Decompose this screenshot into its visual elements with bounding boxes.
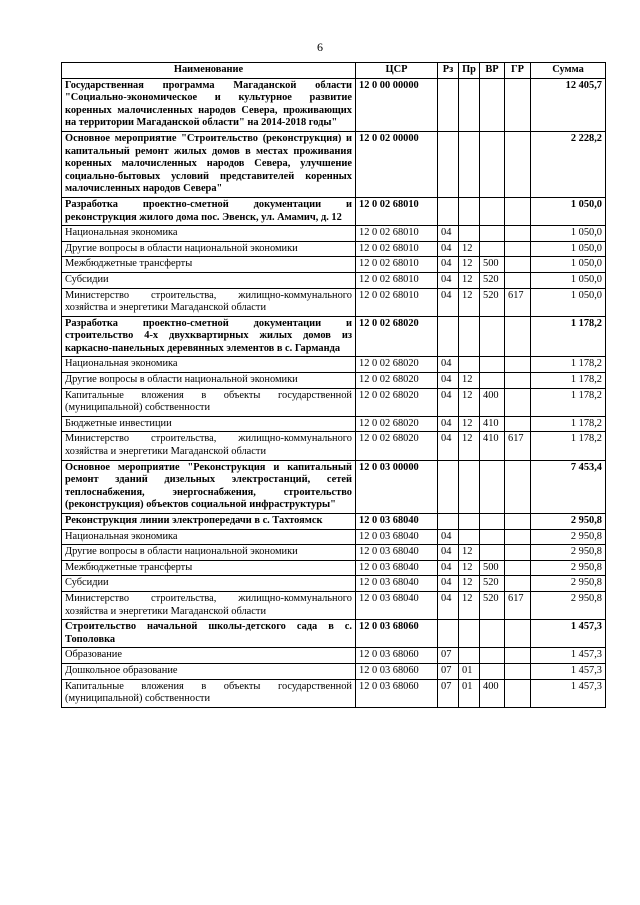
cell-vr: 400 [480,679,505,707]
cell-sum: 2 950,8 [531,529,606,545]
cell-sum: 1 457,3 [531,663,606,679]
cell-name: Капитальные вложения в объекты государственной (муниципальной) собственности [62,679,356,707]
table-row [62,545,606,561]
cell-csr: 12 0 02 68020 [356,416,438,432]
table-row [62,388,606,416]
cell-sum: 2 950,8 [531,591,606,619]
cell-gr [505,357,531,373]
cell-gr [505,514,531,530]
cell-gr [505,197,531,225]
cell-vr [480,514,505,530]
cell-gr [505,663,531,679]
cell-rz: 04 [438,545,459,561]
cell-name: Министерство строительства, жилищно-коммунального хозяйства и энергетики Магаданской области [62,591,356,619]
cell-csr: 12 0 02 68010 [356,241,438,257]
cell-rz: 04 [438,288,459,316]
cell-sum: 1 050,0 [531,257,606,273]
table-row [62,197,606,225]
cell-rz: 07 [438,679,459,707]
cell-pr [459,78,480,131]
table-row [62,272,606,288]
table-row [62,591,606,619]
cell-rz [438,316,459,357]
header-gr: ГР [505,63,531,79]
cell-gr [505,545,531,561]
cell-gr [505,648,531,664]
cell-pr [459,620,480,648]
cell-name: Субсидии [62,576,356,592]
cell-rz: 04 [438,272,459,288]
cell-name: Строительство начальной школы-детского сада в с. Тополовка [62,620,356,648]
cell-gr [505,529,531,545]
cell-vr [480,663,505,679]
page-number: 6 [317,40,323,54]
header-sum: Сумма [531,63,606,79]
cell-sum: 12 405,7 [531,78,606,131]
cell-pr: 01 [459,679,480,707]
cell-pr: 12 [459,560,480,576]
cell-csr: 12 0 03 68040 [356,576,438,592]
cell-pr [459,197,480,225]
table-row [62,226,606,242]
cell-sum: 1 050,0 [531,288,606,316]
table-row [62,648,606,664]
cell-gr [505,316,531,357]
cell-name: Министерство строительства, жилищно-коммунального хозяйства и энергетики Магаданской области [62,288,356,316]
cell-vr [480,197,505,225]
table-row [62,131,606,197]
cell-sum: 2 950,8 [531,545,606,561]
table-row [62,460,606,513]
cell-rz: 04 [438,357,459,373]
cell-sum: 2 950,8 [531,514,606,530]
cell-rz [438,78,459,131]
cell-csr: 12 0 02 68020 [356,388,438,416]
cell-name: Бюджетные инвестиции [62,416,356,432]
cell-sum: 1 178,2 [531,416,606,432]
cell-name: Разработка проектно-сметной документации и реконструкция жилого дома пос. Эвенск, ул. Амамич, д. 12 [62,197,356,225]
cell-gr [505,241,531,257]
cell-csr: 12 0 02 68010 [356,197,438,225]
cell-name: Капитальные вложения в объекты государственной (муниципальной) собственности [62,388,356,416]
cell-csr: 12 0 03 68040 [356,545,438,561]
cell-pr: 12 [459,388,480,416]
cell-sum: 1 457,3 [531,648,606,664]
cell-rz: 04 [438,388,459,416]
cell-pr: 12 [459,373,480,389]
budget-table [61,62,606,708]
cell-rz [438,197,459,225]
cell-sum: 1 050,0 [531,241,606,257]
cell-name: Национальная экономика [62,226,356,242]
cell-vr [480,460,505,513]
cell-rz: 04 [438,416,459,432]
cell-name: Дошкольное образование [62,663,356,679]
cell-name: Национальная экономика [62,529,356,545]
cell-pr: 12 [459,432,480,460]
cell-rz: 04 [438,591,459,619]
cell-rz: 07 [438,663,459,679]
cell-rz: 04 [438,373,459,389]
cell-gr [505,620,531,648]
cell-sum: 1 178,2 [531,316,606,357]
cell-pr: 12 [459,416,480,432]
cell-csr: 12 0 02 00000 [356,131,438,197]
table-row [62,514,606,530]
cell-pr: 01 [459,663,480,679]
cell-vr: 520 [480,576,505,592]
cell-pr [459,226,480,242]
cell-rz: 04 [438,257,459,273]
cell-sum: 1 178,2 [531,373,606,389]
cell-rz: 04 [438,529,459,545]
cell-sum: 7 453,4 [531,460,606,513]
cell-pr [459,131,480,197]
cell-rz [438,131,459,197]
cell-vr [480,373,505,389]
table-body [62,78,606,707]
cell-vr [480,316,505,357]
cell-rz: 04 [438,576,459,592]
cell-vr [480,131,505,197]
cell-vr [480,648,505,664]
cell-rz [438,620,459,648]
cell-gr [505,576,531,592]
cell-gr [505,257,531,273]
cell-csr: 12 0 02 68010 [356,288,438,316]
cell-gr [505,131,531,197]
cell-pr: 12 [459,576,480,592]
cell-csr: 12 0 02 68020 [356,316,438,357]
cell-csr: 12 0 03 68040 [356,560,438,576]
table-row [62,663,606,679]
cell-gr [505,460,531,513]
cell-pr: 12 [459,257,480,273]
cell-sum: 1 050,0 [531,272,606,288]
cell-csr: 12 0 03 00000 [356,460,438,513]
cell-csr: 12 0 03 68040 [356,529,438,545]
cell-gr: 617 [505,591,531,619]
cell-csr: 12 0 03 68060 [356,663,438,679]
cell-csr: 12 0 02 68010 [356,226,438,242]
cell-gr [505,388,531,416]
cell-csr: 12 0 02 68020 [356,357,438,373]
table-row [62,316,606,357]
cell-gr [505,416,531,432]
table-row [62,257,606,273]
cell-gr [505,373,531,389]
table-row [62,432,606,460]
table-row [62,78,606,131]
cell-pr: 12 [459,591,480,619]
cell-vr: 500 [480,560,505,576]
cell-rz: 04 [438,560,459,576]
cell-rz: 07 [438,648,459,664]
cell-pr: 12 [459,288,480,316]
cell-name: Реконструкция линии электропередачи в с. Тахтоямск [62,514,356,530]
cell-gr [505,679,531,707]
cell-gr: 617 [505,288,531,316]
cell-vr: 410 [480,432,505,460]
cell-name: Другие вопросы в области национальной экономики [62,241,356,257]
cell-csr: 12 0 00 00000 [356,78,438,131]
cell-rz: 04 [438,226,459,242]
cell-rz: 04 [438,432,459,460]
cell-csr: 12 0 03 68040 [356,514,438,530]
cell-sum: 1 050,0 [531,226,606,242]
cell-sum: 1 457,3 [531,679,606,707]
cell-name: Межбюджетные трансферты [62,560,356,576]
cell-csr: 12 0 03 68060 [356,648,438,664]
cell-vr: 520 [480,272,505,288]
cell-sum: 2 950,8 [531,560,606,576]
table-row [62,373,606,389]
table-row [62,529,606,545]
cell-csr: 12 0 02 68010 [356,257,438,273]
cell-rz [438,514,459,530]
cell-csr: 12 0 03 68040 [356,591,438,619]
cell-sum: 2 950,8 [531,576,606,592]
cell-vr [480,545,505,561]
cell-vr [480,241,505,257]
cell-vr: 400 [480,388,505,416]
cell-pr [459,648,480,664]
table-header-row [62,63,606,79]
cell-vr [480,357,505,373]
cell-pr: 12 [459,545,480,561]
cell-vr [480,620,505,648]
cell-vr: 520 [480,288,505,316]
cell-name: Другие вопросы в области национальной экономики [62,373,356,389]
cell-name: Образование [62,648,356,664]
cell-name: Другие вопросы в области национальной экономики [62,545,356,561]
cell-sum: 1 457,3 [531,620,606,648]
cell-gr [505,226,531,242]
header-pr: Пр [459,63,480,79]
cell-pr: 12 [459,272,480,288]
cell-sum: 1 178,2 [531,432,606,460]
table-row [62,416,606,432]
cell-pr [459,529,480,545]
cell-vr: 520 [480,591,505,619]
cell-vr: 500 [480,257,505,273]
cell-sum: 1 178,2 [531,357,606,373]
cell-vr [480,226,505,242]
cell-csr: 12 0 03 68060 [356,620,438,648]
table-row [62,620,606,648]
table-row [62,560,606,576]
cell-sum: 1 178,2 [531,388,606,416]
cell-rz: 04 [438,241,459,257]
cell-pr [459,514,480,530]
header-rz: Рз [438,63,459,79]
cell-name: Разработка проектно-сметной документации и строительство 4-х двухквартирных жилых домов из каркасно-панельных деревянных элементов в с. Гарманда [62,316,356,357]
cell-name: Субсидии [62,272,356,288]
cell-name: Основное мероприятие "Строительство (реконструкция) и капитальный ремонт жилых домов в местах проживания коренных малочисленных народов Севера, улучшение социально-бытовых условий представителей коренных малочисленных народов Севера" [62,131,356,197]
cell-vr [480,529,505,545]
cell-rz [438,460,459,513]
table-row [62,357,606,373]
header-vr: ВР [480,63,505,79]
cell-sum: 2 228,2 [531,131,606,197]
header-csr: ЦСР [356,63,438,79]
cell-name: Государственная программа Магаданской области "Социально-экономическое и культурное развитие коренных малочисленных народов Севера, проживающих на территории Магаданской области" на 2014-2018 годы" [62,78,356,131]
table-row [62,679,606,707]
cell-vr [480,78,505,131]
cell-gr [505,78,531,131]
cell-pr [459,357,480,373]
table-row [62,576,606,592]
cell-name: Межбюджетные трансферты [62,257,356,273]
cell-pr: 12 [459,241,480,257]
header-name: Наименование [62,63,356,79]
cell-name: Основное мероприятие "Реконструкция и капитальный ремонт зданий дизельных электростанций, сетей теплоснабжения, энергоснабжения, строительство (реконструкция) объектов социальной инфраструктуры" [62,460,356,513]
cell-name: Министерство строительства, жилищно-коммунального хозяйства и энергетики Магаданской области [62,432,356,460]
table-row [62,288,606,316]
cell-csr: 12 0 03 68060 [356,679,438,707]
cell-csr: 12 0 02 68020 [356,373,438,389]
cell-gr [505,560,531,576]
cell-name: Национальная экономика [62,357,356,373]
cell-pr [459,460,480,513]
cell-sum: 1 050,0 [531,197,606,225]
cell-csr: 12 0 02 68020 [356,432,438,460]
cell-pr [459,316,480,357]
cell-gr: 617 [505,432,531,460]
cell-csr: 12 0 02 68010 [356,272,438,288]
cell-vr: 410 [480,416,505,432]
table-row [62,241,606,257]
cell-gr [505,272,531,288]
